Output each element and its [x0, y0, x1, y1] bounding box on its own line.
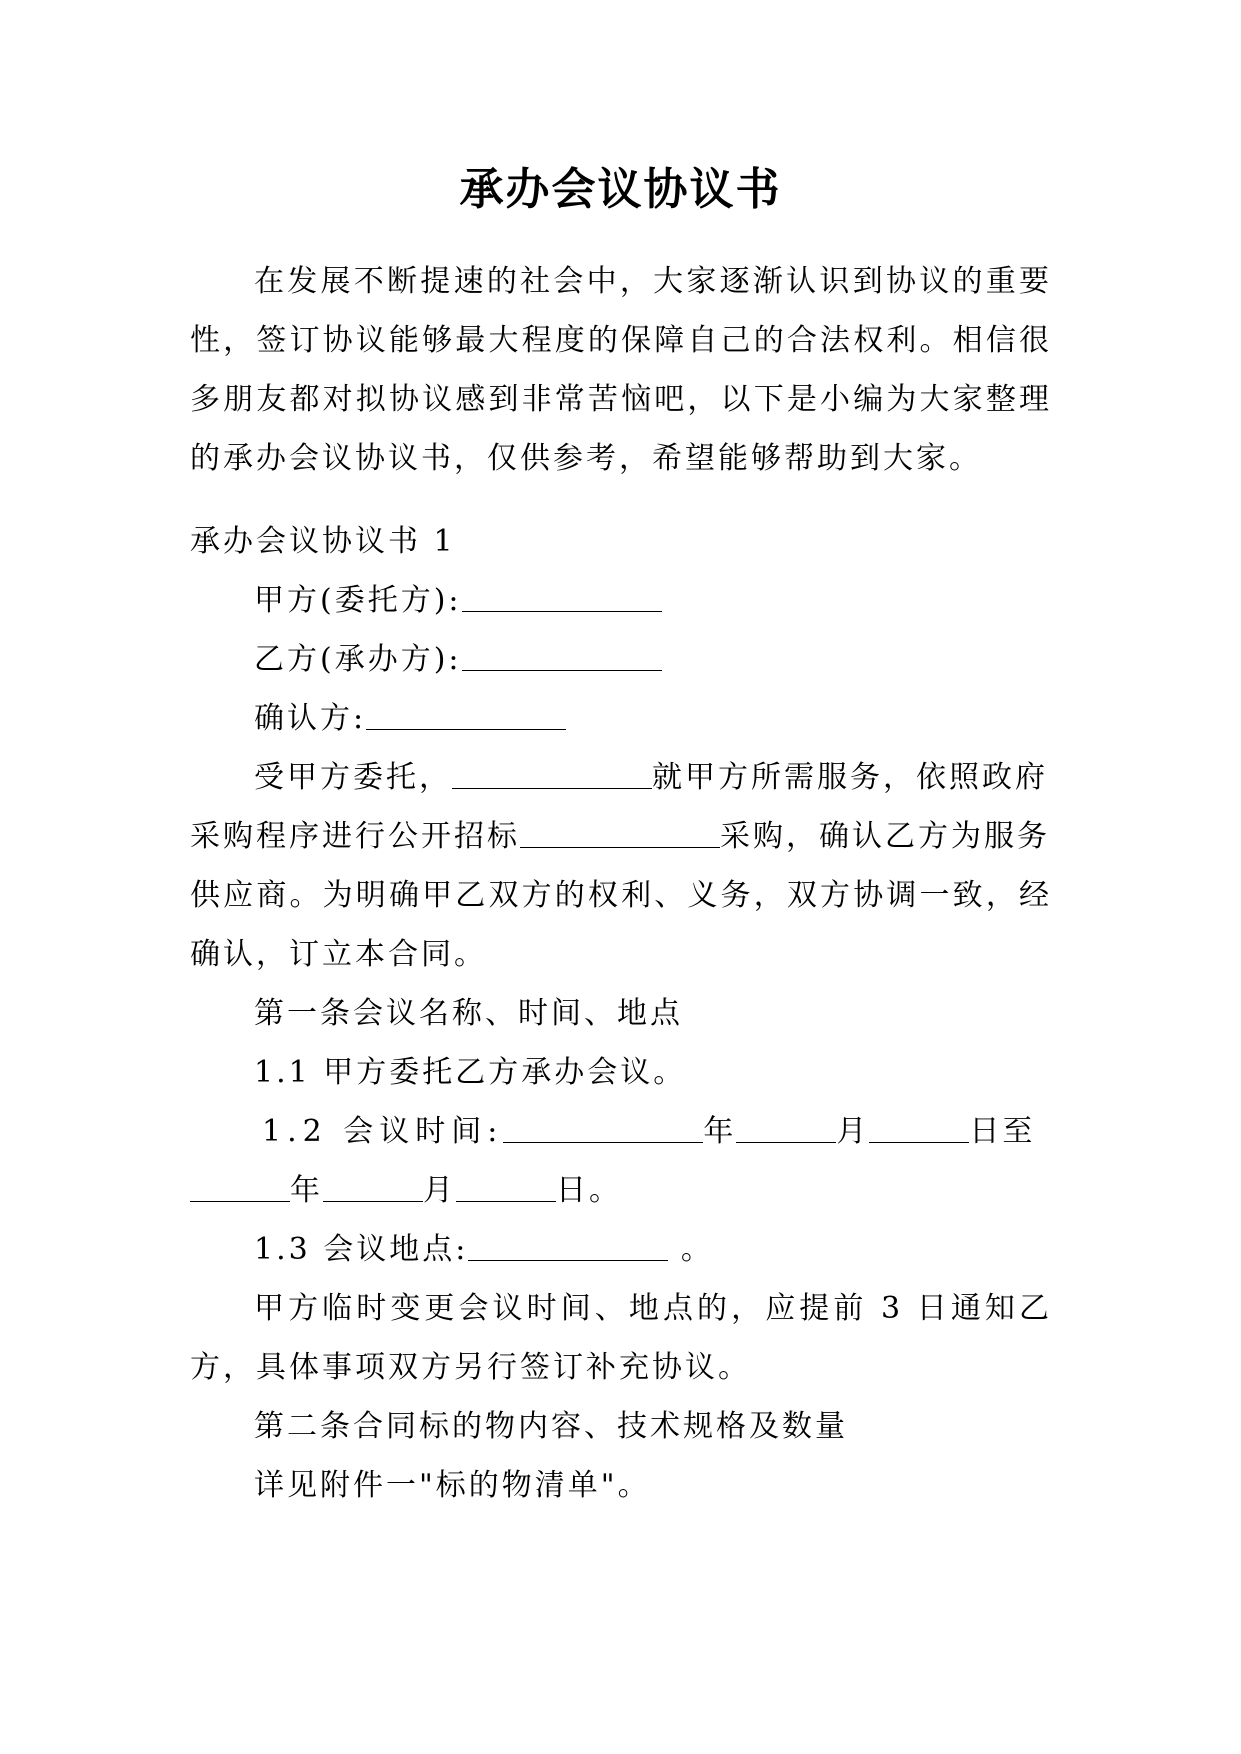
item-1-3-label: 1.3 会议地点: — [254, 1232, 469, 1267]
entrust-text-3: 采购程序进行公开招标 — [190, 819, 520, 854]
entrust-text-2: 就甲方所需服务，依照政府 — [652, 760, 1048, 795]
time-end-month-blank — [323, 1171, 423, 1202]
party-b-label: 乙方(承办方): — [254, 642, 462, 677]
confirmer-blank — [366, 699, 566, 730]
entrust-paragraph-rest: 供应商。为明确甲乙双方的权利、义务，双方协调一致，经确认，订立本合同。 — [190, 878, 1052, 972]
item-1-1: 1.1 甲方委托乙方承办会议。 — [254, 1055, 687, 1090]
time-end-year-blank — [190, 1171, 290, 1202]
entrust-line-2 — [190, 807, 1052, 866]
party-b-line — [190, 630, 1116, 689]
party-a-line — [190, 571, 1116, 630]
item-1-3 — [190, 1220, 1116, 1279]
item-1-2-label: 1.2 会议时间: — [262, 1114, 504, 1149]
document-title: 承办会议协议书 — [459, 164, 782, 215]
section-heading: 承办会议协议书 1 — [190, 524, 456, 559]
month-label-2: 月 — [423, 1173, 456, 1208]
article-2-detail: 详见附件一"标的物清单"。 — [254, 1468, 651, 1503]
entrust-line-1 — [190, 748, 1116, 807]
item-1-3-end: 。 — [680, 1232, 714, 1267]
time-start-year-blank — [503, 1112, 703, 1143]
confirmer-line — [190, 689, 1116, 748]
year-label-2: 年 — [290, 1173, 323, 1208]
entrust-text-4: 采购，确认乙方为服务 — [720, 819, 1050, 854]
party-a-blank — [462, 581, 662, 612]
entrust-blank-2 — [520, 817, 720, 848]
month-label: 月 — [836, 1114, 870, 1149]
party-a-label: 甲方(委托方): — [254, 583, 462, 618]
day-end-label: 日。 — [556, 1173, 622, 1208]
year-label: 年 — [703, 1114, 737, 1149]
article-2-heading: 第二条合同标的物内容、技术规格及数量 — [254, 1409, 848, 1444]
time-start-month-blank — [736, 1112, 836, 1143]
confirmer-label: 确认方: — [254, 701, 367, 736]
intro-paragraph: 在发展不断提速的社会中，大家逐渐认识到协议的重要性，签订协议能够最大程度的保障自己的合法权利。相信很多朋友都对拟协议感到非常苦恼吧，以下是小编为大家整理的承办会议协议书，仅供参考，希望能够帮助到大家。 — [190, 264, 1052, 476]
item-1-2-line-2 — [190, 1161, 1052, 1220]
venue-blank — [468, 1230, 668, 1261]
item-1-2-line-1 — [190, 1102, 1124, 1161]
change-notice-paragraph: 甲方临时变更会议时间、地点的，应提前 3 日通知乙方，具体事项双方另行签订补充协议。 — [190, 1291, 1052, 1385]
party-b-blank — [462, 640, 662, 671]
time-end-day-blank — [456, 1171, 556, 1202]
article-1-heading: 第一条会议名称、时间、地点 — [254, 996, 683, 1031]
entrust-blank-1 — [452, 758, 652, 789]
time-start-day-blank — [869, 1112, 969, 1143]
day-to-label: 日至 — [969, 1114, 1036, 1149]
entrust-text-1: 受甲方委托， — [254, 760, 452, 795]
